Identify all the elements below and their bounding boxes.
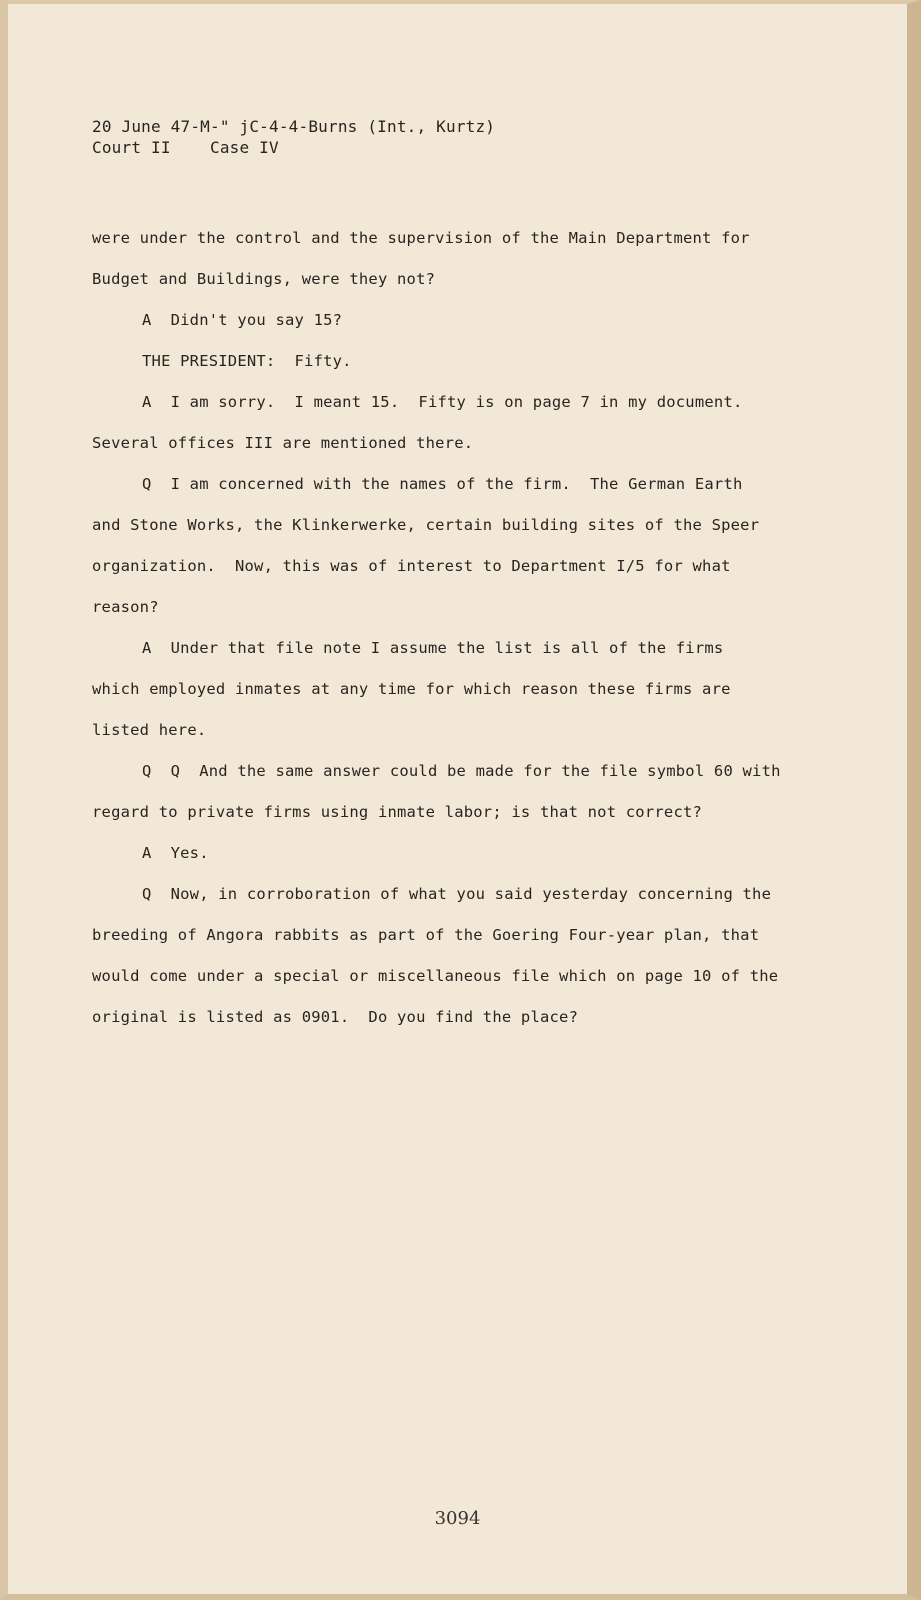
answer-line: A I am sorry. I meant 15. Fifty is on page 7 in my document.	[142, 393, 743, 411]
question-line: Q Q And the same answer could be made for the file symbol 60 with	[142, 762, 781, 780]
president-line: THE PRESIDENT: Fifty.	[142, 352, 352, 370]
transcript-body	[92, 218, 852, 1038]
text-line: regard to private firms using inmate labor; is that not correct?	[92, 803, 703, 821]
answer-line: A Yes.	[142, 844, 209, 862]
text-line: listed here.	[92, 721, 207, 739]
page-number: 3094	[434, 1508, 481, 1529]
text-line: organization. Now, this was of interest to Department I/5 for what	[92, 557, 731, 575]
text-line: reason?	[92, 598, 159, 616]
header-line-date-case: 20 June 47-M-" jC-4-4-Burns (Int., Kurtz)	[92, 117, 496, 136]
answer-line: A Didn't you say 15?	[142, 311, 343, 329]
text-line: and Stone Works, the Klinkerwerke, certain building sites of the Speer	[92, 516, 760, 534]
text-line: were under the control and the supervision of the Main Department for	[92, 229, 750, 247]
document-header	[92, 116, 495, 158]
text-line: which employed inmates at any time for which reason these firms are	[92, 680, 731, 698]
text-line: would come under a special or miscellaneous file which on page 10 of the	[92, 967, 779, 985]
header-line-court: Court II Case IV	[92, 138, 279, 157]
text-line: breeding of Angora rabbits as part of the Goering Four-year plan, that	[92, 926, 760, 944]
answer-line: A Under that file note I assume the list is all of the firms	[142, 639, 724, 657]
text-line: Several offices III are mentioned there.	[92, 434, 474, 452]
text-line: original is listed as 0901. Do you find the place?	[92, 1008, 579, 1026]
question-line: Q Now, in corroboration of what you said yesterday concerning the	[142, 885, 772, 903]
question-line: Q I am concerned with the names of the firm. The German Earth	[142, 475, 743, 493]
text-line: Budget and Buildings, were they not?	[92, 270, 436, 288]
